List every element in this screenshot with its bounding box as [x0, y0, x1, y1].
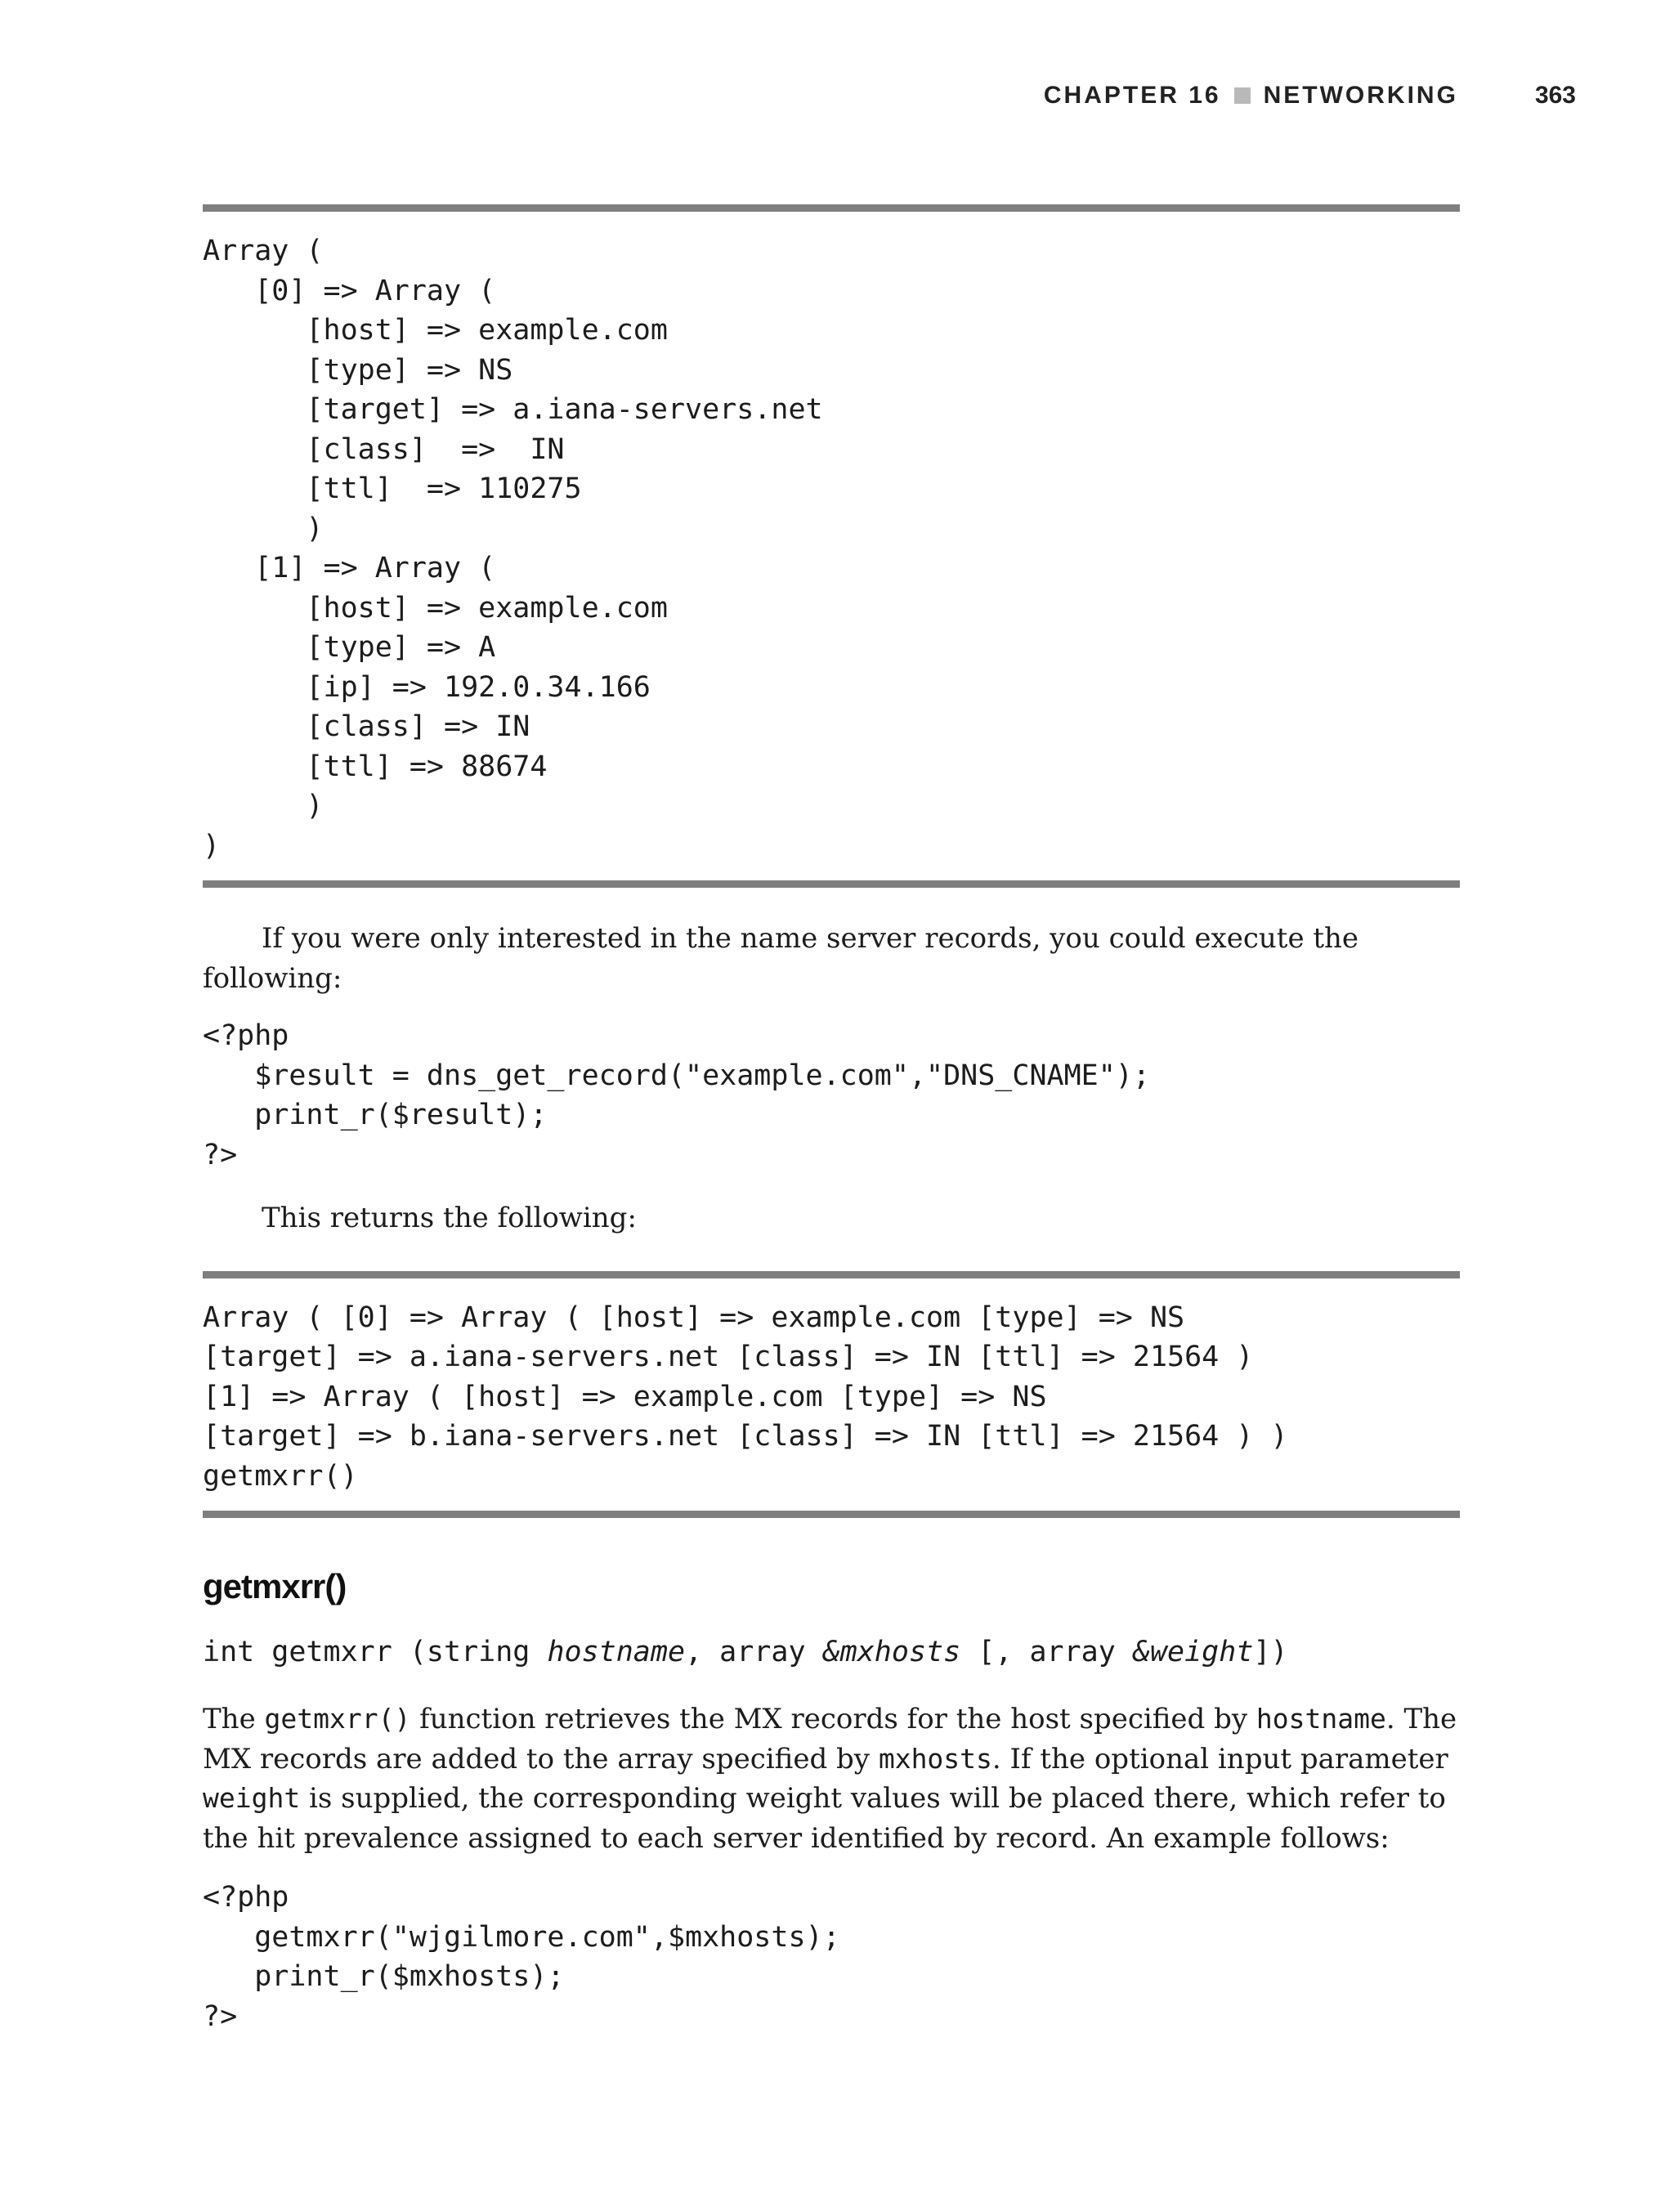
output-box-2: [203, 1271, 1460, 1519]
param-weight: &weight: [1132, 1636, 1254, 1668]
running-head: [1044, 82, 1576, 110]
param-mxhosts: &mxhosts: [822, 1636, 961, 1668]
code-output-1: Array ( [0] => Array ( [host] => example.com [type] => NS [target] => a.iana-servers.net [class] => IN [ttl] => 110275 ) [1] => Array ( [host] => example.com [type] => A [ip] => 192.0.34.166 [class] => IN [ttl] => 88674 ) ): [203, 235, 823, 862]
inline-code-mxhosts: mxhosts: [878, 1742, 992, 1775]
output-box-1: [203, 204, 1460, 888]
text-run: function retrieves the MX records for the host specified by: [410, 1703, 1256, 1735]
inline-code-hostname: hostname: [1256, 1703, 1386, 1735]
section-heading: getmxrr(): [203, 1567, 347, 1605]
bottom-rule: [203, 1511, 1460, 1518]
separator-square-icon: [1234, 87, 1251, 104]
top-rule: [203, 204, 1460, 212]
page-content: [203, 204, 1460, 2036]
inline-code-getmxrr: getmxrr(): [264, 1703, 411, 1735]
page-number: 363: [1534, 82, 1576, 109]
code-listing-dns: <?php $result = dns_get_record("example.com","DNS_CNAME"); print_r($result); ?>: [203, 1019, 1150, 1171]
inline-code-weight: weight: [203, 1782, 301, 1814]
text-run: The: [203, 1703, 265, 1735]
signature-text: ]): [1253, 1636, 1288, 1668]
signature-text: int getmxrr (string: [203, 1636, 548, 1668]
signature-text: [, array: [960, 1636, 1133, 1668]
top-rule: [203, 1271, 1460, 1278]
function-signature: [203, 1632, 1460, 1672]
paragraph-getmxrr-description: [203, 1699, 1460, 1858]
text-run: is supplied, the corresponding weight values will be placed there, which refer to the hit prevalence assigned to each server identified by record. An example follows:: [203, 1782, 1446, 1855]
paragraph-name-server: If you were only interested in the name server records, you could execute the following:: [203, 922, 1359, 995]
text-run: . The MX records are added to the array specified by: [203, 1703, 1457, 1775]
bottom-rule: [203, 880, 1460, 888]
paragraph-returns: This returns the following:: [262, 1202, 637, 1234]
section-label: NETWORKING: [1263, 82, 1458, 109]
signature-text: , array: [685, 1636, 823, 1668]
code-output-2: Array ( [0] => Array ( [host] => example.com [type] => NS [target] => a.iana-servers.net [class] => IN [ttl] => 21564 ) [1] => Array ( [host] => example.com [type] => NS [target] => b.iana-servers.net [class] => IN [ttl] => 21564 ) ) getmxrr(): [203, 1301, 1288, 1493]
text-run: . If the optional input parameter: [991, 1742, 1448, 1775]
param-hostname: hostname: [547, 1636, 686, 1668]
chapter-label: CHAPTER 16: [1043, 82, 1221, 109]
code-listing-getmxrr: <?php getmxrr("wjgilmore.com",$mxhosts); print_r($mxhosts); ?>: [203, 1881, 840, 2033]
